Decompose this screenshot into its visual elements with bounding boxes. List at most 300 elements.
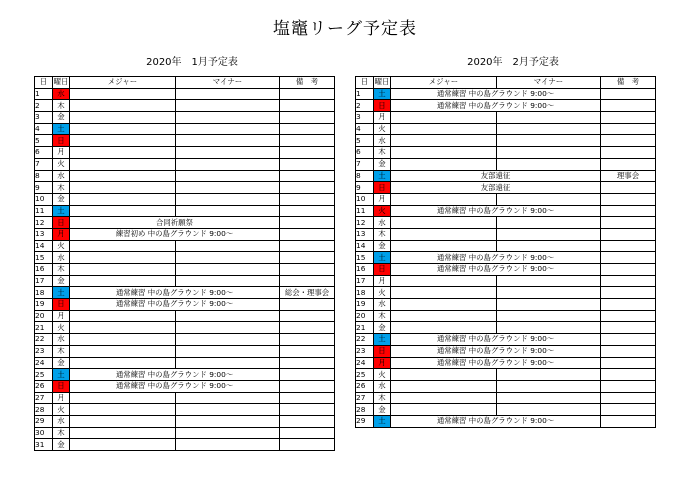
notes-cell (280, 380, 335, 392)
schedule-row (356, 322, 656, 334)
schedule-row (356, 345, 656, 357)
day-number: 30 (35, 427, 53, 439)
event-cell: 通常練習 中の島グラウンド 9:00～ (391, 357, 601, 369)
notes-cell (601, 380, 656, 392)
minor-cell (176, 345, 280, 357)
notes-cell (601, 205, 656, 217)
weekday-cell: 月 (53, 228, 70, 240)
weekday-cell: 土 (53, 369, 70, 381)
weekday-cell: 木 (53, 182, 70, 194)
minor-cell (497, 193, 601, 205)
day-number: 9 (35, 182, 53, 194)
schedule-row (35, 170, 335, 182)
schedule-row (356, 380, 656, 392)
notes-cell (601, 123, 656, 135)
weekday-cell: 水 (374, 135, 391, 147)
notes-cell (280, 88, 335, 100)
weekday-cell: 水 (53, 252, 70, 264)
weekday-cell: 火 (374, 287, 391, 299)
notes-cell (601, 322, 656, 334)
day-number: 25 (356, 369, 374, 381)
day-number: 5 (356, 135, 374, 147)
day-number: 7 (35, 158, 53, 170)
event-cell (391, 275, 497, 287)
event-cell (70, 88, 176, 100)
january-heading: 2020年 1月予定表 (146, 57, 238, 68)
event-cell (70, 310, 176, 322)
weekday-cell: 水 (374, 217, 391, 229)
weekday-cell: 日 (53, 217, 70, 229)
day-number: 17 (356, 275, 374, 287)
minor-cell (497, 287, 601, 299)
weekday-cell: 木 (374, 147, 391, 159)
schedule-row (35, 182, 335, 194)
header-major: メジャー (70, 77, 176, 89)
day-number: 14 (356, 240, 374, 252)
notes-cell (601, 357, 656, 369)
schedule-row (35, 217, 335, 229)
notes-cell (280, 264, 335, 276)
event-cell: 友部遠征 (391, 170, 601, 182)
event-cell (391, 123, 497, 135)
minor-cell (176, 275, 280, 287)
schedule-row (356, 287, 656, 299)
minor-cell (497, 112, 601, 124)
event-cell (70, 404, 176, 416)
day-number: 8 (35, 170, 53, 182)
minor-cell (176, 205, 280, 217)
day-number: 27 (35, 392, 53, 404)
notes-cell (601, 345, 656, 357)
minor-cell (176, 147, 280, 159)
event-cell (391, 217, 497, 229)
day-number: 20 (356, 310, 374, 322)
schedule-row (35, 147, 335, 159)
february-rows (356, 88, 656, 427)
event-cell: 通常練習 中の島グラウンド 9:00～ (70, 299, 280, 311)
notes-cell (280, 135, 335, 147)
event-cell: 練習初め 中の島グラウンド 9:00～ (70, 228, 280, 240)
notes-cell (601, 310, 656, 322)
minor-cell (497, 275, 601, 287)
event-cell (70, 427, 176, 439)
notes-cell (280, 100, 335, 112)
notes-cell (601, 404, 656, 416)
minor-cell (497, 123, 601, 135)
day-number: 3 (356, 112, 374, 124)
notes-cell (280, 252, 335, 264)
event-cell: 通常練習 中の島グラウンド 9:00～ (391, 100, 601, 112)
notes-cell (601, 240, 656, 252)
day-number: 4 (356, 123, 374, 135)
notes-cell: 理事会 (601, 170, 656, 182)
weekday-cell: 火 (53, 240, 70, 252)
schedule-row (356, 334, 656, 346)
day-number: 18 (35, 287, 53, 299)
header-notes: 備 考 (601, 77, 656, 89)
schedule-row (35, 275, 335, 287)
schedule-row (35, 264, 335, 276)
day-number: 11 (35, 205, 53, 217)
event-cell (70, 439, 176, 451)
day-number: 23 (35, 345, 53, 357)
day-number: 22 (35, 334, 53, 346)
weekday-cell: 月 (374, 275, 391, 287)
event-cell: 通常練習 中の島グラウンド 9:00～ (391, 345, 601, 357)
schedule-row (35, 158, 335, 170)
day-number: 23 (356, 345, 374, 357)
table-header-row (35, 77, 335, 89)
minor-cell (176, 240, 280, 252)
notes-cell (601, 158, 656, 170)
event-cell (70, 240, 176, 252)
weekday-cell: 月 (374, 112, 391, 124)
weekday-cell: 月 (53, 392, 70, 404)
weekday-cell: 金 (53, 357, 70, 369)
minor-cell (497, 310, 601, 322)
schedule-row (356, 135, 656, 147)
notes-cell (601, 275, 656, 287)
notes-cell (280, 299, 335, 311)
event-cell: 合同祈願祭 (70, 217, 280, 229)
day-number: 10 (356, 193, 374, 205)
day-number: 9 (356, 182, 374, 194)
event-cell (70, 252, 176, 264)
day-number: 16 (356, 264, 374, 276)
schedule-row (35, 287, 335, 299)
schedule-row (356, 310, 656, 322)
schedule-row (35, 345, 335, 357)
event-cell (391, 228, 497, 240)
minor-cell (176, 439, 280, 451)
day-number: 14 (35, 240, 53, 252)
event-cell (70, 170, 176, 182)
day-number: 5 (35, 135, 53, 147)
header-minor: マイナー (176, 77, 280, 89)
minor-cell (497, 135, 601, 147)
event-cell (391, 193, 497, 205)
header-day: 日 (356, 77, 374, 89)
minor-cell (497, 380, 601, 392)
schedule-row (356, 147, 656, 159)
notes-cell (280, 182, 335, 194)
schedule-row (356, 158, 656, 170)
notes-cell (280, 404, 335, 416)
day-number: 13 (356, 228, 374, 240)
weekday-cell: 木 (53, 264, 70, 276)
day-number: 11 (356, 205, 374, 217)
event-cell (391, 158, 497, 170)
day-number: 29 (356, 415, 374, 427)
notes-cell (280, 170, 335, 182)
schedule-row (35, 392, 335, 404)
day-number: 18 (356, 287, 374, 299)
weekday-cell: 水 (53, 415, 70, 427)
schedule-row (356, 205, 656, 217)
weekday-cell: 火 (53, 322, 70, 334)
schedule-row (35, 310, 335, 322)
event-cell: 通常練習 中の島グラウンド 9:00～ (391, 88, 601, 100)
event-cell (391, 369, 497, 381)
day-number: 17 (35, 275, 53, 287)
minor-cell (497, 240, 601, 252)
day-number: 15 (35, 252, 53, 264)
schedule-row (35, 193, 335, 205)
schedule-row (356, 264, 656, 276)
event-cell (70, 392, 176, 404)
schedule-row (35, 135, 335, 147)
schedule-row (356, 404, 656, 416)
schedule-row (356, 100, 656, 112)
day-number: 2 (356, 100, 374, 112)
event-cell: 通常練習 中の島グラウンド 9:00～ (70, 380, 280, 392)
notes-cell (280, 123, 335, 135)
day-number: 15 (356, 252, 374, 264)
day-number: 7 (356, 158, 374, 170)
february-heading: 2020年 2月予定表 (467, 57, 559, 68)
minor-cell (176, 193, 280, 205)
notes-cell (601, 252, 656, 264)
schedule-row (356, 217, 656, 229)
weekday-cell: 木 (374, 392, 391, 404)
event-cell (70, 135, 176, 147)
event-cell: 通常練習 中の島グラウンド 9:00～ (391, 264, 601, 276)
event-cell (70, 147, 176, 159)
weekday-cell: 土 (374, 415, 391, 427)
weekday-cell: 水 (374, 299, 391, 311)
notes-cell (601, 369, 656, 381)
minor-cell (497, 228, 601, 240)
notes-cell (601, 147, 656, 159)
event-cell: 通常練習 中の島グラウンド 9:00～ (391, 205, 601, 217)
day-number: 24 (356, 357, 374, 369)
weekday-cell: 月 (53, 147, 70, 159)
header-weekday: 曜日 (53, 77, 69, 87)
schedule-row (35, 357, 335, 369)
header-major: メジャー (391, 77, 497, 89)
schedule-row (35, 439, 335, 451)
day-number: 31 (35, 439, 53, 451)
february-table (355, 76, 656, 428)
weekday-cell: 木 (53, 100, 70, 112)
january-rows (35, 88, 335, 450)
event-cell (70, 193, 176, 205)
weekday-cell: 月 (53, 310, 70, 322)
schedule-row (356, 182, 656, 194)
minor-cell (176, 322, 280, 334)
notes-cell (280, 415, 335, 427)
day-number: 29 (35, 415, 53, 427)
event-cell (70, 158, 176, 170)
event-cell (70, 275, 176, 287)
day-number: 2 (35, 100, 53, 112)
minor-cell (176, 392, 280, 404)
event-cell (70, 357, 176, 369)
day-number: 26 (35, 380, 53, 392)
schedule-row (35, 100, 335, 112)
minor-cell (497, 147, 601, 159)
schedule-row (35, 404, 335, 416)
schedule-row (356, 193, 656, 205)
notes-cell: 総会・理事会 (280, 287, 335, 299)
schedule-row (35, 240, 335, 252)
weekday-cell: 水 (374, 380, 391, 392)
event-cell (391, 392, 497, 404)
schedule-row (356, 112, 656, 124)
weekday-cell: 金 (53, 193, 70, 205)
january-table (34, 76, 335, 451)
weekday-cell: 金 (374, 240, 391, 252)
event-cell: 通常練習 中の島グラウンド 9:00～ (391, 334, 601, 346)
weekday-cell: 木 (374, 228, 391, 240)
schedule-row (35, 228, 335, 240)
schedule-row (356, 170, 656, 182)
notes-cell (601, 228, 656, 240)
weekday-cell: 水 (53, 334, 70, 346)
weekday-cell: 土 (374, 170, 391, 182)
event-cell (391, 135, 497, 147)
minor-cell (497, 158, 601, 170)
weekday-cell: 金 (374, 158, 391, 170)
day-number: 12 (35, 217, 53, 229)
notes-cell (280, 334, 335, 346)
minor-cell (176, 135, 280, 147)
event-cell (391, 322, 497, 334)
day-number: 3 (35, 112, 53, 124)
notes-cell (280, 369, 335, 381)
minor-cell (176, 158, 280, 170)
day-number: 6 (35, 147, 53, 159)
notes-cell (601, 193, 656, 205)
notes-cell (601, 112, 656, 124)
minor-cell (497, 299, 601, 311)
notes-cell (280, 427, 335, 439)
weekday-cell: 火 (53, 158, 70, 170)
weekday-cell: 日 (374, 100, 391, 112)
schedule-row (356, 415, 656, 427)
notes-cell (601, 334, 656, 346)
day-number: 21 (35, 322, 53, 334)
weekday-cell: 木 (374, 310, 391, 322)
weekday-cell: 木 (53, 345, 70, 357)
weekday-cell: 土 (374, 334, 391, 346)
day-number: 22 (356, 334, 374, 346)
schedule-row (35, 415, 335, 427)
weekday-cell: 火 (374, 123, 391, 135)
weekday-cell: 日 (53, 380, 70, 392)
day-number: 1 (356, 88, 374, 100)
day-number: 8 (356, 170, 374, 182)
minor-cell (497, 217, 601, 229)
notes-cell (601, 135, 656, 147)
notes-cell (280, 322, 335, 334)
schedule-row (356, 369, 656, 381)
weekday-cell: 月 (374, 193, 391, 205)
minor-cell (497, 404, 601, 416)
weekday-cell: 日 (374, 264, 391, 276)
event-cell (70, 415, 176, 427)
event-cell (391, 404, 497, 416)
notes-cell (280, 158, 335, 170)
event-cell (70, 334, 176, 346)
notes-cell (280, 392, 335, 404)
schedule-row (35, 112, 335, 124)
notes-cell (601, 88, 656, 100)
weekday-cell: 土 (374, 88, 391, 100)
weekday-cell: 金 (53, 275, 70, 287)
schedule-row (356, 240, 656, 252)
schedule-row (35, 299, 335, 311)
header-day: 日 (35, 77, 53, 89)
weekday-cell: 土 (53, 123, 70, 135)
header-notes: 備 考 (280, 77, 335, 89)
minor-cell (497, 392, 601, 404)
weekday-cell: 火 (374, 369, 391, 381)
notes-cell (280, 228, 335, 240)
day-number: 28 (35, 404, 53, 416)
minor-cell (176, 334, 280, 346)
notes-cell (280, 345, 335, 357)
day-number: 26 (356, 380, 374, 392)
day-number: 16 (35, 264, 53, 276)
weekday-cell: 金 (374, 322, 391, 334)
minor-cell (176, 100, 280, 112)
notes-cell (601, 392, 656, 404)
weekday-cell: 火 (53, 404, 70, 416)
weekday-cell: 月 (374, 357, 391, 369)
weekday-cell: 水 (53, 88, 70, 100)
notes-cell (280, 205, 335, 217)
day-number: 4 (35, 123, 53, 135)
schedule-row (35, 427, 335, 439)
notes-cell (601, 287, 656, 299)
event-cell: 通常練習 中の島グラウンド 9:00～ (391, 252, 601, 264)
event-cell (391, 380, 497, 392)
weekday-cell: 金 (374, 404, 391, 416)
day-number: 28 (356, 404, 374, 416)
weekday-cell: 土 (53, 287, 70, 299)
day-number: 21 (356, 322, 374, 334)
schedule-row (356, 299, 656, 311)
schedule-row (35, 380, 335, 392)
event-cell (391, 147, 497, 159)
minor-cell (176, 88, 280, 100)
weekday-cell: 土 (374, 252, 391, 264)
event-cell (391, 287, 497, 299)
notes-cell (601, 264, 656, 276)
minor-cell (497, 322, 601, 334)
page-title: 塩竈リーグ予定表 (273, 19, 417, 39)
weekday-cell: 金 (53, 112, 70, 124)
day-number: 10 (35, 193, 53, 205)
notes-cell (601, 217, 656, 229)
day-number: 24 (35, 357, 53, 369)
day-number: 25 (35, 369, 53, 381)
schedule-row (35, 334, 335, 346)
minor-cell (176, 112, 280, 124)
minor-cell (176, 170, 280, 182)
day-number: 20 (35, 310, 53, 322)
event-cell (70, 182, 176, 194)
day-number: 27 (356, 392, 374, 404)
weekday-cell: 日 (53, 135, 70, 147)
event-cell (70, 100, 176, 112)
event-cell: 通常練習 中の島グラウンド 9:00～ (391, 415, 601, 427)
day-number: 19 (356, 299, 374, 311)
minor-cell (176, 357, 280, 369)
event-cell (391, 112, 497, 124)
minor-cell (176, 264, 280, 276)
